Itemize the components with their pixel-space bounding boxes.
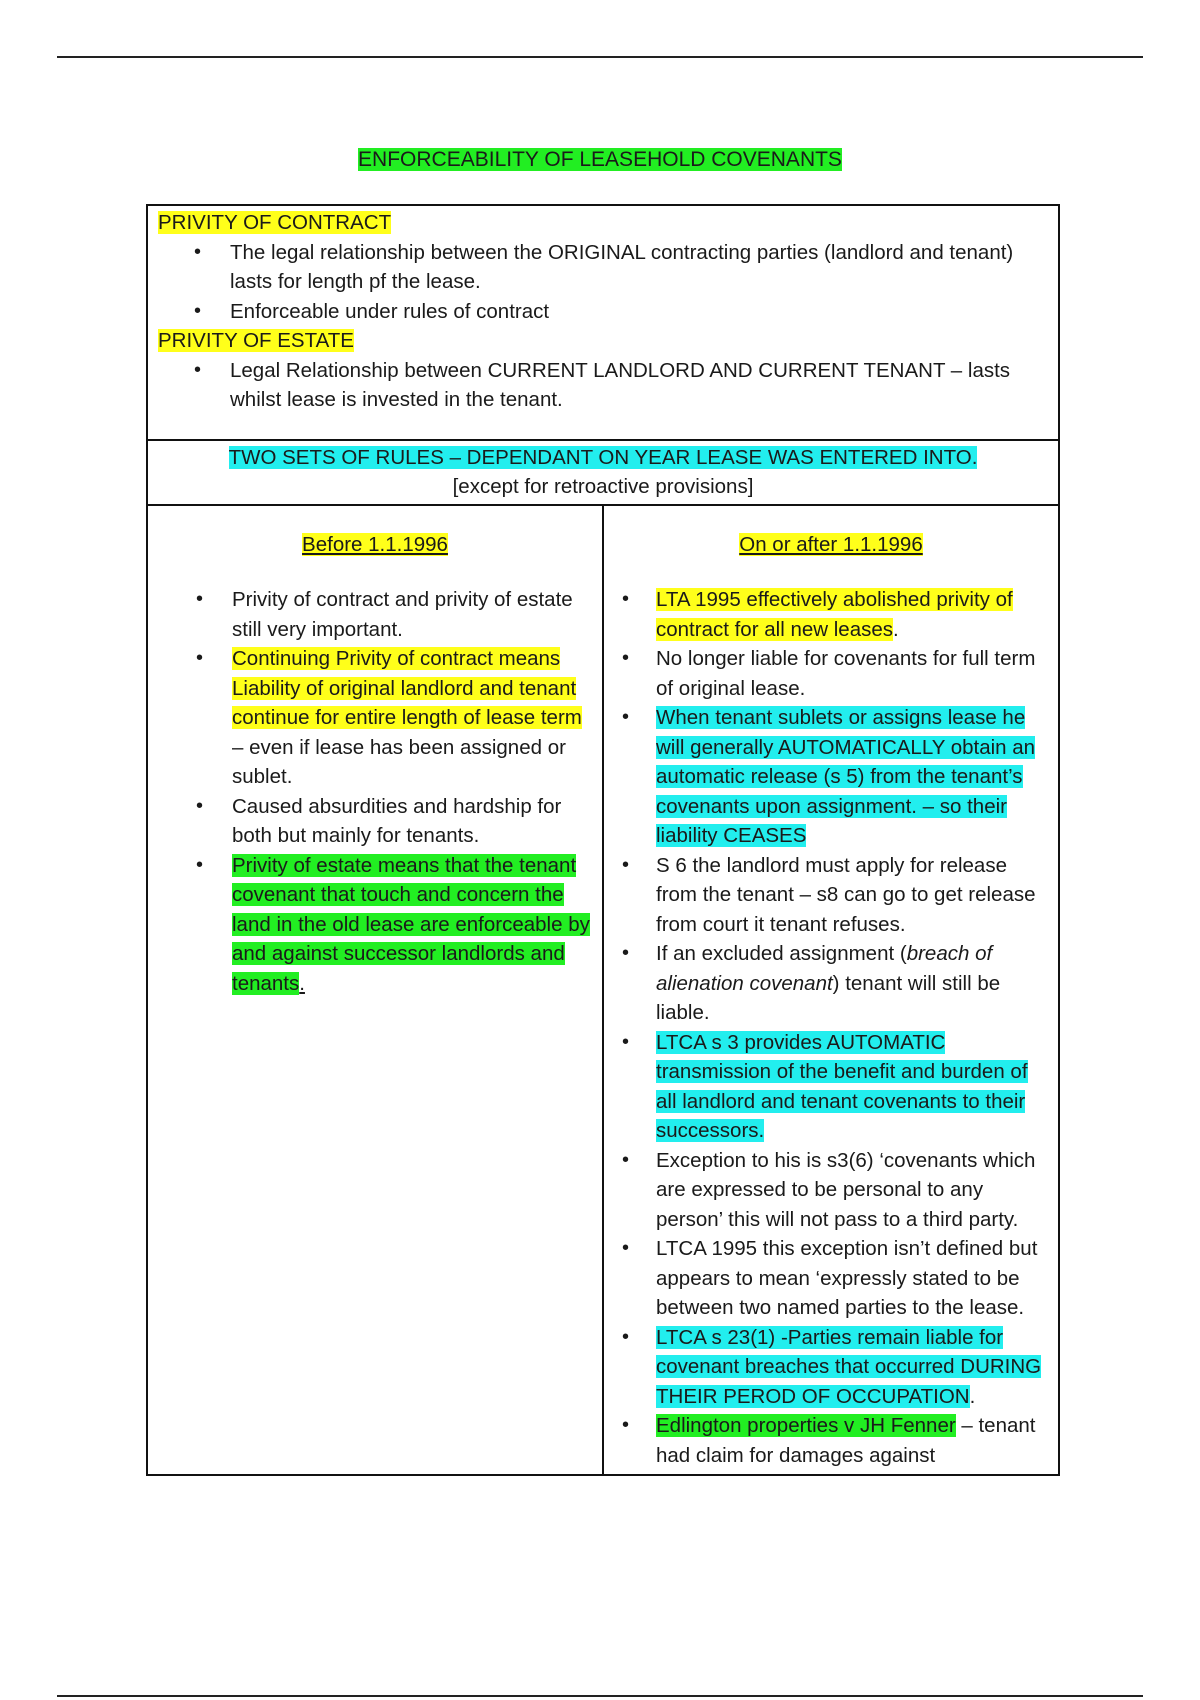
privity-contract-heading: PRIVITY OF CONTRACT [158, 211, 392, 234]
list-item: • LTCA 1995 this exception isn’t defined but appears to mean ‘expressly stated to be between two named parties to the lease. [656, 1234, 1050, 1323]
plain-text: – even if lease has been assigned or sublet. [232, 735, 566, 788]
highlight-text: Edlington properties v JH Fenner [656, 1414, 956, 1437]
after-column [603, 505, 1059, 1476]
highlight-text: LTCA s 23(1) -Parties remain liable for covenant breaches that occurred DURING THEIR PEROD OF OCCUPATION [656, 1325, 1042, 1408]
plain-text: . [299, 971, 305, 995]
before-list [156, 585, 594, 998]
list-item [232, 851, 594, 999]
notes-table [146, 204, 1060, 1476]
highlight-text: Privity of estate means that the tenant covenant that touch and concern the land in the old lease are enforceable by and against successor landlords and tenants [232, 853, 590, 995]
italic-text: breach of alienation covenant [656, 942, 993, 995]
list-item [656, 585, 1050, 644]
privity-cell [147, 205, 1059, 440]
highlight-text: When tenant sublets or assigns lease he will generally AUTOMATICALLY obtain an automatic release (s 5) from the tenant’s covenants upon assignment. – so their liability CEASES [656, 706, 1036, 847]
before-column [147, 505, 603, 1476]
list-item [656, 939, 1050, 1028]
document-title [0, 146, 1200, 174]
after-heading: On or after 1.1.1996 [739, 532, 923, 556]
highlight-text: LTA 1995 effectively abolished privity of contract for all new leases [656, 588, 1013, 641]
list-item: • Exception to his is s3(6) ‘covenants which are expressed to be personal to any person’ this will not pass to a third party. [656, 1146, 1050, 1235]
list-item [656, 1028, 1050, 1146]
privity-estate-list [158, 356, 1048, 415]
list-item: • Legal Relationship between CURRENT LANDLORD AND CURRENT TENANT – lasts whilst lease is invested in the tenant. [230, 356, 1048, 415]
footer-rule [57, 1695, 1143, 1697]
list-item: • Caused absurdities and hardship for both but mainly for tenants. [232, 792, 594, 851]
plain-text: ) tenant will still be liable. [656, 971, 1001, 1024]
title-text: ENFORCEABILITY OF LEASEHOLD COVENANTS [358, 148, 842, 171]
rules-note: [except for retroactive provisions] [452, 475, 754, 498]
after-list [612, 585, 1050, 1470]
highlight-text: Continuing Privity of contract means Liability of original landlord and tenant continue for entire length of lease term [232, 647, 582, 729]
list-item: • S 6 the landlord must apply for release from the tenant – s8 can go to get release from court it tenant refuses. [656, 851, 1050, 940]
list-item: • The legal relationship between the ORIGINAL contracting parties (landlord and tenant) lasts for length pf the lease. [230, 238, 1048, 297]
plain-text: . [893, 617, 899, 641]
rules-cell [147, 440, 1059, 505]
list-item [656, 1323, 1050, 1412]
list-item: • No longer liable for covenants for full term of original lease. [656, 644, 1050, 703]
list-item: • Privity of contract and privity of estate still very important. [232, 585, 594, 644]
list-item: • Enforceable under rules of contract [230, 297, 1048, 327]
list-item [656, 703, 1050, 851]
plain-text: If an excluded assignment ( [656, 942, 907, 965]
privity-contract-list [158, 238, 1048, 327]
plain-text: – tenant had claim for damages against [656, 1414, 1036, 1467]
highlight-text: LTCA s 3 provides AUTOMATIC transmission of the benefit and burden of all landlord and tenant covenants to their successors. [656, 1030, 1028, 1142]
before-heading: Before 1.1.1996 [302, 532, 448, 556]
rules-heading: TWO SETS OF RULES – DEPENDANT ON YEAR LEASE WAS ENTERED INTO. [228, 445, 978, 469]
list-item [656, 1411, 1050, 1470]
header-rule [57, 56, 1143, 58]
privity-estate-heading: PRIVITY OF ESTATE [158, 329, 354, 352]
list-item [232, 644, 594, 792]
plain-text: . [969, 1384, 976, 1408]
